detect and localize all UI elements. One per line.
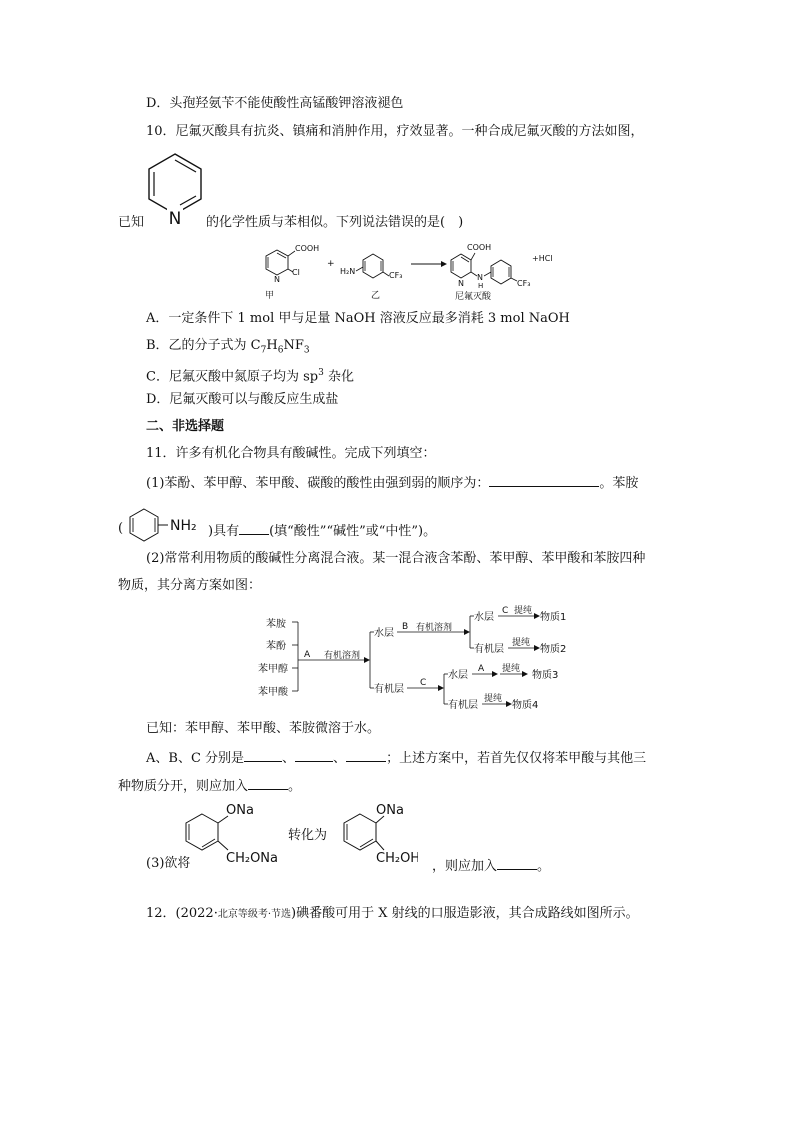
mol2-ona: ONa	[376, 803, 404, 818]
reagent-c-2: C	[420, 678, 427, 688]
q10-option-c: C．尼氟灭酸中氮原子均为 $sp^3$ 杂化	[146, 368, 354, 385]
reaction-scheme	[255, 240, 595, 308]
q11-stem: 11．许多有机化合物具有酸碱性。完成下列填空：	[146, 446, 436, 461]
organic-layer-3: 有机层	[448, 700, 478, 711]
purify-4: 提纯	[484, 694, 503, 704]
aniline-tail: )具有 (填“酸性”“碱性”或“中性”)。	[208, 520, 436, 541]
label-product: 尼氟灭酸	[455, 292, 492, 302]
organic-layer-1: 有机层	[374, 684, 404, 695]
answer-blank[interactable]	[295, 747, 333, 762]
substance-4: 物质4	[512, 700, 539, 711]
aniline-nh2: NH₂	[170, 518, 197, 534]
aniline-paren: (	[118, 521, 124, 536]
substance-3: 物质3	[532, 670, 559, 681]
q10-option-b: B．乙的分子式为 $C_7H_6NF_3$	[146, 338, 310, 356]
reagent-b: B	[402, 622, 409, 632]
purify-2: 提纯	[512, 638, 531, 648]
mol1-ch2ona: CH₂ONa	[226, 851, 278, 866]
answer-blank[interactable]	[239, 520, 269, 535]
q11-known: 已知：苯甲醇、苯甲酸、苯胺微溶于水。	[146, 721, 381, 736]
prod-nh-h: H	[478, 282, 484, 290]
mix-aniline: 苯胺	[266, 619, 286, 630]
section-heading: 二、非选择题	[146, 419, 225, 434]
aniline-structure	[124, 505, 212, 549]
convert-text: 转化为	[288, 828, 328, 843]
prod-nh-n: N	[477, 273, 483, 282]
q11-part3-tail: ，则应加入 。	[432, 855, 550, 876]
q11-part3-label: (3)欲将	[146, 856, 191, 871]
answer-blank[interactable]	[497, 855, 537, 870]
organic-layer-2: 有机层	[474, 644, 504, 655]
water-layer-1: 水层	[374, 628, 394, 639]
q10-known-prefix: 已知	[118, 215, 145, 230]
part3-molecules	[178, 798, 418, 882]
solvent-1: 有机溶剂	[324, 651, 361, 661]
q11-part1: (1)苯酚、苯甲醇、苯甲酸、碳酸的酸性由强到弱的顺序为： 。苯胺	[146, 472, 638, 493]
reagent-c-1: C	[502, 606, 509, 616]
jia-cooh: COOH	[295, 244, 320, 253]
q11-part2-line1: (2)常常利用物质的酸碱性分离混合液。某一混合液含苯酚、苯甲醇、苯甲酸和苯胺四种	[146, 551, 646, 566]
separation-scheme	[252, 602, 592, 718]
jia-cl: Cl	[292, 268, 300, 277]
plus-sign: +	[327, 259, 335, 269]
yi-h2n: H₂N	[340, 267, 356, 276]
q10-option-a: A．一定条件下 1 mol 甲与足量 NaOH 溶液反应最多消耗 3 mol NaOH	[146, 311, 570, 326]
water-layer-2: 水层	[474, 612, 494, 623]
pyridine-structure	[144, 150, 206, 234]
purify-1: 提纯	[514, 606, 533, 616]
answer-blank[interactable]	[244, 747, 282, 762]
label-jia: 甲	[265, 291, 275, 301]
purify-3: 提纯	[502, 664, 521, 674]
reagent-a-2: A	[478, 664, 485, 674]
q12-stem: 12．(2022·北京等级考·节选)碘番酸可用于 X 射线的口服造影液，其合成路线如图所示。	[146, 906, 639, 921]
answer-blank[interactable]	[346, 747, 386, 762]
water-layer-3: 水层	[448, 670, 468, 681]
q9-option-d: D．头孢羟氨苄不能使酸性高锰酸钾溶液褪色	[146, 96, 404, 111]
q11-abc-line2: 种物质分开，则应加入 。	[118, 775, 301, 796]
yi-cf3: CF₃	[389, 271, 403, 280]
prod-cooh: COOH	[467, 243, 492, 252]
mix-benzyl-alcohol: 苯甲醇	[258, 664, 288, 675]
mix-phenol: 苯酚	[266, 641, 286, 652]
answer-blank[interactable]	[489, 472, 599, 487]
q11-part2-line2: 物质，其分离方案如图：	[118, 578, 262, 593]
answer-blank[interactable]	[248, 775, 288, 790]
mol1-ona: ONa	[226, 803, 254, 818]
prod-cf3: CF₃	[517, 279, 531, 288]
label-yi: 乙	[371, 291, 381, 301]
mix-benzoic-acid: 苯甲酸	[258, 687, 288, 698]
q11-abc: A、B、C 分别是 、 、 ；上述方案中，若首先仅仅将苯甲酸与其他三	[146, 747, 646, 768]
jia-n: N	[274, 275, 280, 284]
reagent-a: A	[304, 650, 311, 660]
substance-2: 物质2	[540, 644, 567, 655]
mol2-ch2oh: CH₂OH	[376, 851, 418, 866]
substance-1: 物质1	[540, 612, 567, 623]
q10-stem: 10．尼氟灭酸具有抗炎、镇痛和消肿作用，疗效显著。一种合成尼氟灭酸的方法如图，	[146, 124, 644, 139]
prod-n: N	[458, 279, 464, 288]
pyridine-n-label: N	[168, 209, 182, 229]
solvent-2: 有机溶剂	[416, 623, 453, 633]
prod-hcl: +HCl	[532, 254, 553, 263]
q10-option-d: D．尼氟灭酸可以与酸反应生成盐	[146, 392, 339, 407]
q10-known-suffix: 的化学性质与苯相似。下列说法错误的是( )	[206, 215, 464, 230]
